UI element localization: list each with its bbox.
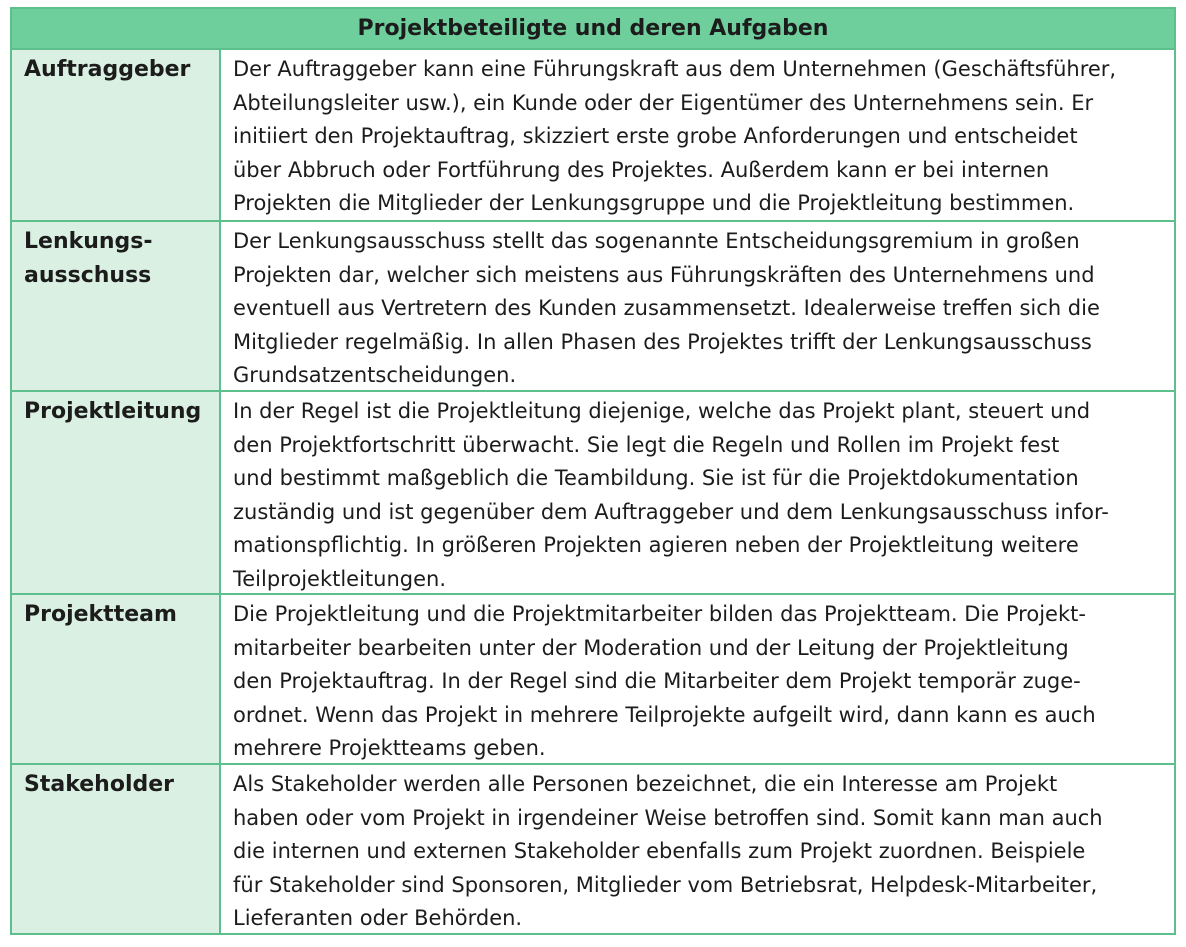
row-description	[221, 222, 1174, 390]
description-line: Der Lenkungsausschuss stellt das sogenannte Entscheidungsgremium in großen	[233, 229, 1080, 253]
description-line: mitarbeiter bearbeiten unter der Moderation und der Leitung der Projektleitung	[233, 635, 1069, 660]
row-label	[12, 392, 221, 593]
table-title: Projektbeteiligte und deren Aufgaben	[12, 9, 1174, 50]
table-row-projektteam	[12, 593, 1174, 763]
description-line: ordnet. Wenn das Projekt in mehrere Teilprojekte aufgeilt wird, dann kann es auch	[233, 702, 1096, 727]
row-label-line: ausschuss	[24, 263, 152, 288]
description-line: den Projektfortschritt überwacht. Sie legt die Regeln und Rollen im Projekt fest	[233, 432, 1060, 457]
description-line: zuständig und ist gegenüber dem Auftraggeber und dem Lenkungsausschuss infor-	[233, 499, 1109, 524]
table-row-projektleitung	[12, 390, 1174, 593]
description-line: haben oder vom Projekt in irgendeiner Weise betroffen sind. Somit kann man auch	[233, 805, 1103, 830]
row-label	[12, 50, 221, 220]
description-line: eventuell aus Vertretern des Kunden zusammensetzt. Idealerweise treffen sich die	[233, 296, 1100, 320]
description-line: Projekten dar, welcher sich meistens aus Führungskräften des Unternehmens und	[233, 262, 1095, 287]
description-line: die internen und externen Stakeholder ebenfalls zum Projekt zuordnen. Beispiele	[233, 839, 1086, 863]
description-line: initiiert den Projektauftrag, skizziert erste grobe Anforderungen und entscheidet	[233, 124, 1078, 148]
description-line: mationspflichtig. In größeren Projekten agieren neben der Projektleitung weitere	[233, 533, 1079, 557]
row-description	[221, 765, 1174, 933]
row-description	[221, 392, 1174, 593]
table-row-auftraggeber	[12, 50, 1174, 220]
row-label	[12, 765, 221, 933]
description-line: über Abbruch oder Fortführung des Projektes. Außerdem kann er bei internen	[233, 157, 1050, 182]
row-description	[221, 50, 1174, 220]
row-label	[12, 222, 221, 390]
table-row-lenkungsausschuss	[12, 220, 1174, 390]
description-line: Abteilungsleiter usw.), ein Kunde oder der Eigentümer des Unternehmens sein. Er	[233, 90, 1094, 115]
row-label	[12, 595, 221, 763]
description-line: mehrere Projektteams geben.	[233, 736, 546, 760]
description-line: für Stakeholder sind Sponsoren, Mitglieder vom Betriebsrat, Helpdesk-Mitarbeiter,	[233, 872, 1098, 897]
description-line: den Projektauftrag. In der Regel sind die Mitarbeiter dem Projekt temporär zuge-	[233, 669, 1081, 693]
description-line: Teilprojektleitungen.	[233, 566, 447, 591]
description-line: und bestimmt maßgeblich die Teambildung. Sie ist für die Projektdokumentation	[233, 466, 1079, 490]
row-description	[221, 595, 1174, 763]
row-label-line: Projektteam	[24, 602, 177, 627]
description-line: Mitglieder regelmäßig. In allen Phasen des Projektes trifft der Lenkungsausschuss	[233, 329, 1092, 354]
description-line: In der Regel ist die Projektleitung diejenige, welche das Projekt plant, steuert und	[233, 399, 1091, 423]
row-label-line: Lenkungs-	[24, 229, 153, 254]
description-line: Projekten die Mitglieder der Lenkungsgruppe und die Projektleitung bestimmen.	[233, 191, 1075, 215]
row-label-line: Auftraggeber	[24, 57, 191, 82]
description-line: Die Projektleitung und die Projektmitarbeiter bilden das Projektteam. Die Projekt-	[233, 602, 1086, 626]
description-line: Lieferanten oder Behörden.	[233, 906, 523, 930]
description-line: Grundsatzentscheidungen.	[233, 363, 517, 387]
row-label-line: Stakeholder	[24, 772, 175, 797]
row-label-line: Projektleitung	[24, 399, 202, 424]
table-row-stakeholder	[12, 763, 1174, 933]
roles-table	[10, 7, 1176, 935]
description-line: Der Auftraggeber kann eine Führungskraft aus dem Unternehmen (Geschäftsführer,	[233, 57, 1117, 81]
description-line: Als Stakeholder werden alle Personen bezeichnet, die ein Interesse am Projekt	[233, 772, 1058, 796]
